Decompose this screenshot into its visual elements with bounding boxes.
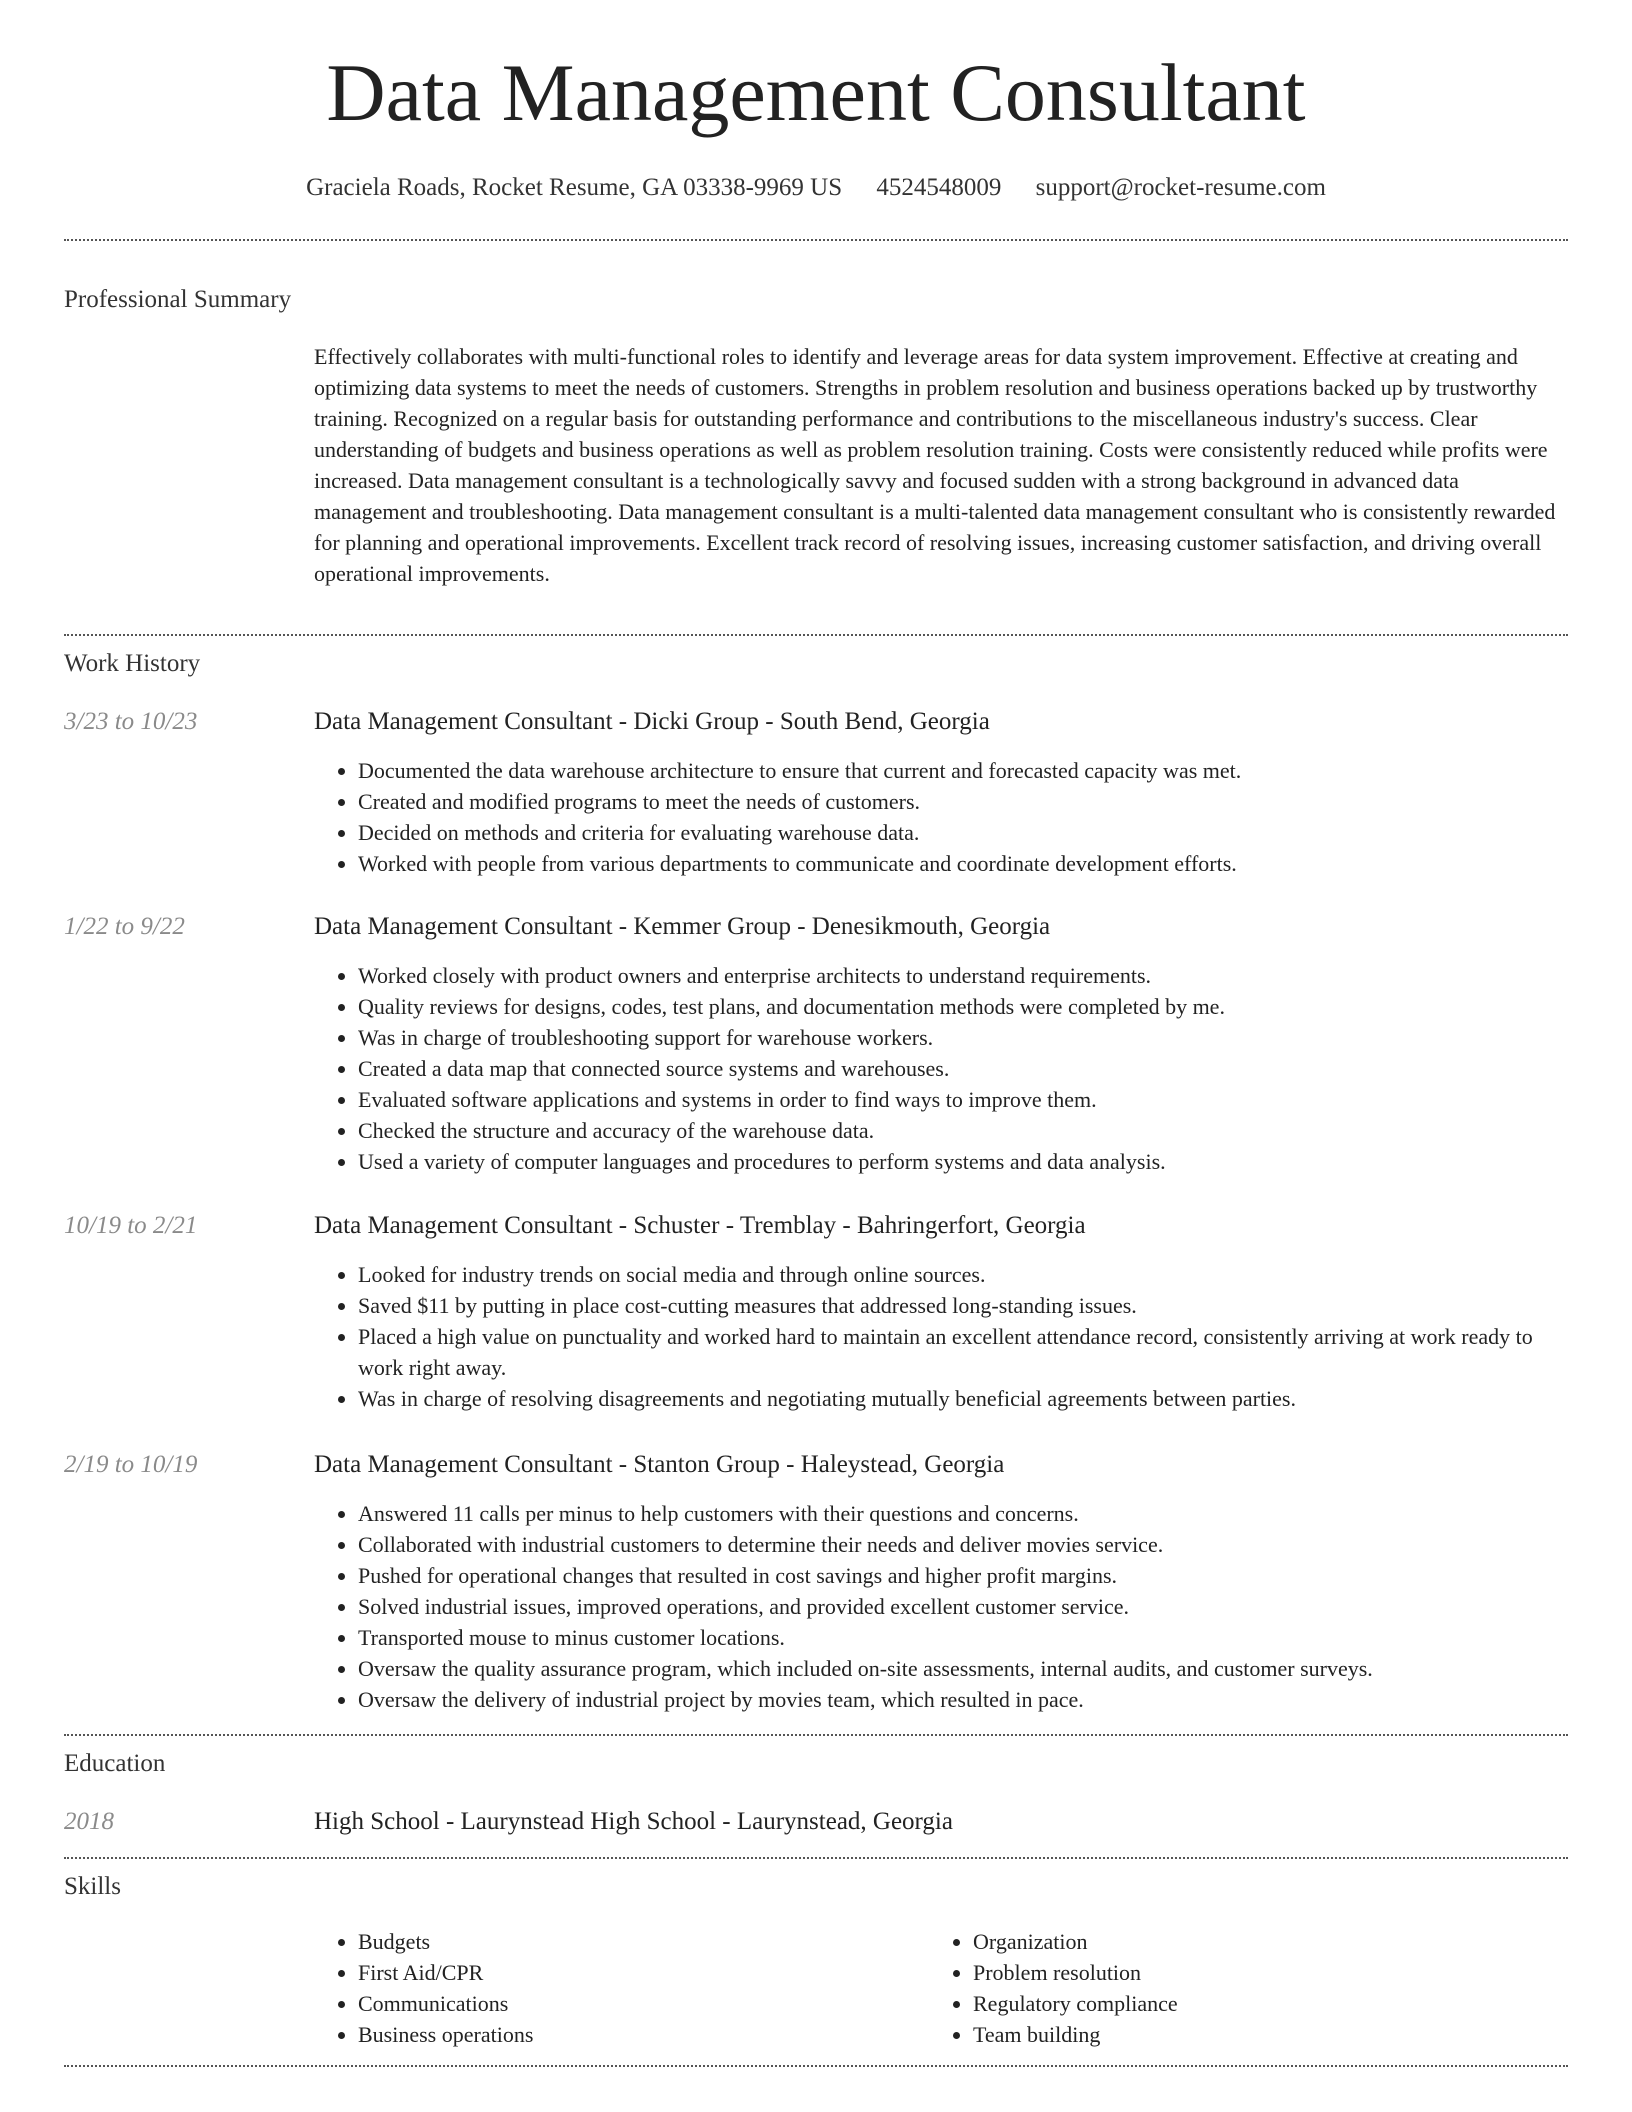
- job-bullets: [314, 1259, 1574, 1414]
- job-bullet: • Answered 11 calls per minus to help customers with their questions and concerns.: [358, 1498, 1574, 1529]
- job-dates: 2/19 to 10/19: [64, 1451, 198, 1478]
- job-bullet: • Looked for industry trends on social media and through online sources.: [358, 1259, 1574, 1290]
- section-divider: [64, 1734, 1568, 1736]
- work-history-title: Work History: [64, 650, 201, 677]
- job-bullet: • Oversaw the delivery of industrial project by movies team, which resulted in pace.: [358, 1684, 1574, 1715]
- skill-item: • Regulatory compliance: [973, 1988, 1573, 2019]
- job-dates: 3/23 to 10/23: [64, 708, 198, 735]
- job-heading: Data Management Consultant - Schuster - Tremblay - Bahringerfort, Georgia: [314, 1212, 1086, 1239]
- section-divider: [64, 634, 1568, 636]
- skills-list-left: [314, 1926, 958, 2050]
- skill-item: • Organization: [973, 1926, 1573, 1957]
- job-bullet: • Placed a high value on punctuality and worked hard to maintain an excellent attendance record, consistently arriving at work ready to work right away.: [358, 1321, 1574, 1383]
- job-bullet: • Was in charge of troubleshooting support for warehouse workers.: [358, 1022, 1574, 1053]
- skill-item: • Business operations: [358, 2019, 958, 2050]
- job-heading: Data Management Consultant - Kemmer Group - Denesikmouth, Georgia: [314, 913, 1051, 940]
- job-bullets: [314, 1498, 1574, 1715]
- job-dates: 10/19 to 2/21: [64, 1212, 198, 1239]
- job-heading: Data Management Consultant - Stanton Group - Haleystead, Georgia: [314, 1451, 1005, 1478]
- skills-list-right: [929, 1926, 1573, 2050]
- section-divider: [64, 1857, 1568, 1859]
- job-bullet: • Created a data map that connected source systems and warehouses.: [358, 1053, 1574, 1084]
- contact-phone: 4524548009: [876, 174, 1002, 201]
- job-bullet: • Decided on methods and criteria for evaluating warehouse data.: [358, 817, 1574, 848]
- job-bullet: • Solved industrial issues, improved operations, and provided excellent customer service.: [358, 1591, 1574, 1622]
- job-bullet: • Worked with people from various departments to communicate and coordinate development efforts.: [358, 848, 1574, 879]
- education-year: 2018: [64, 1808, 114, 1835]
- resume-name: Data Management Consultant: [326, 47, 1306, 138]
- skills-title: Skills: [64, 1873, 121, 1900]
- skill-item: • Problem resolution: [973, 1957, 1573, 1988]
- section-divider: [64, 2065, 1568, 2067]
- job-bullet: • Was in charge of resolving disagreements and negotiating mutually beneficial agreements between parties.: [358, 1383, 1574, 1414]
- education-heading: High School - Laurynstead High School - Laurynstead, Georgia: [314, 1808, 953, 1835]
- contact-email: support@rocket-resume.com: [1035, 174, 1326, 201]
- job-bullets: [314, 960, 1574, 1177]
- skill-item: • First Aid/CPR: [358, 1957, 958, 1988]
- job-bullet: • Pushed for operational changes that resulted in cost savings and higher profit margins.: [358, 1560, 1574, 1591]
- job-bullets: [314, 755, 1574, 879]
- skill-item: • Communications: [358, 1988, 958, 2019]
- job-bullet: • Quality reviews for designs, codes, test plans, and documentation methods were completed by me.: [358, 991, 1574, 1022]
- job-bullet: • Evaluated software applications and systems in order to find ways to improve them.: [358, 1084, 1574, 1115]
- summary-title: Professional Summary: [64, 286, 292, 313]
- education-title: Education: [64, 1750, 166, 1777]
- job-bullet: • Oversaw the quality assurance program, which included on-site assessments, internal audits, and customer surveys.: [358, 1653, 1574, 1684]
- job-bullet: • Collaborated with industrial customers to determine their needs and deliver movies service.: [358, 1529, 1574, 1560]
- job-heading: Data Management Consultant - Dicki Group - South Bend, Georgia: [314, 708, 990, 735]
- job-bullet: • Used a variety of computer languages and procedures to perform systems and data analysis.: [358, 1146, 1574, 1177]
- job-bullet: • Saved $11 by putting in place cost-cutting measures that addressed long-standing issues.: [358, 1290, 1574, 1321]
- skill-item: • Team building: [973, 2019, 1573, 2050]
- job-bullet: • Worked closely with product owners and enterprise architects to understand requirements.: [358, 960, 1574, 991]
- contact-address: Graciela Roads, Rocket Resume, GA 03338-9969 US: [306, 174, 843, 201]
- job-bullet: • Checked the structure and accuracy of the warehouse data.: [358, 1115, 1574, 1146]
- job-bullet: • Transported mouse to minus customer locations.: [358, 1622, 1574, 1653]
- contact-line: [0, 172, 1632, 204]
- job-bullet: • Created and modified programs to meet the needs of customers.: [358, 786, 1574, 817]
- job-dates: 1/22 to 9/22: [64, 913, 185, 940]
- job-bullet: • Documented the data warehouse architecture to ensure that current and forecasted capacity was met.: [358, 755, 1574, 786]
- summary-text: Effectively collaborates with multi-functional roles to identify and leverage areas for data system improvement. Effective at creating and optimizing data systems to meet the needs of customers. Strengths in problem resolution and business operations backed up by trustworthy training. Recognized on a regular basis for outstanding performance and contributions to the miscellaneous industry's success. Clear understanding of budgets and business operations as well as problem resolution training. Costs were consistently reduced while profits were increased. Data management consultant is a technologically savvy and focused sudden with a strong background in advanced data management and troubleshooting. Data management consultant is a multi-talented data management consultant who is consistently rewarded for planning and operational improvements. Excellent track record of resolving issues, increasing customer satisfaction, and driving overall operational improvements.: [314, 344, 1556, 586]
- skill-item: • Budgets: [358, 1926, 958, 1957]
- section-divider: [64, 239, 1568, 241]
